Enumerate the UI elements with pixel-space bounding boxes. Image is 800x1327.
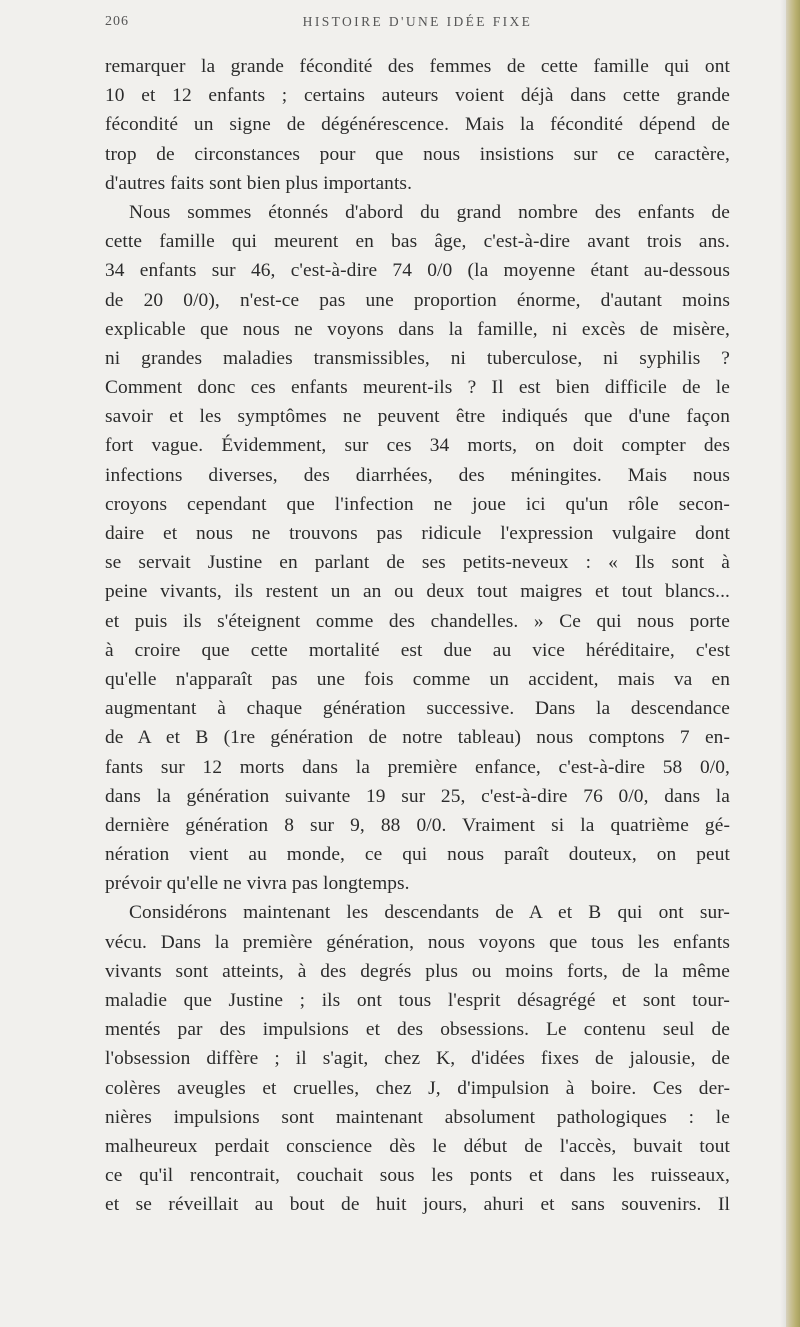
- text-line: remarquer la grande fécondité des femmes de cette famille qui ont: [105, 56, 730, 77]
- text-line: nières impulsions sont maintenant absolument pathologiques : le: [105, 1106, 730, 1128]
- text-line: à croire que cette mortalité est due au vice héréditaire, c'est: [105, 639, 730, 661]
- text-line: explicable que nous ne voyons dans la famille, ni excès de misère,: [105, 318, 730, 340]
- text-line: ni grandes maladies transmissibles, ni tuberculose, ni syphilis ?: [105, 347, 730, 369]
- text-line: Comment donc ces enfants meurent-ils ? Il est bien difficile de le: [105, 377, 730, 399]
- text-line: d'autres faits sont bien plus importants.: [105, 172, 413, 194]
- text-line: dernière génération 8 sur 9, 88 0/0. Vraiment si la quatrième gé-: [105, 814, 730, 836]
- text-line: fécondité un signe de dégénérescence. Mais la fécondité dépend de: [105, 114, 730, 136]
- text-line: et puis ils s'éteignent comme des chandelles. » Ce qui nous porte: [105, 610, 730, 632]
- text-line: malheureux perdait conscience dès le début de l'accès, buvait tout: [105, 1135, 730, 1157]
- text-line: fants sur 12 morts dans la première enfance, c'est-à-dire 58 0/0,: [105, 756, 730, 778]
- text-line: daire et nous ne trouvons pas ridicule l'expression vulgaire dont: [105, 523, 730, 544]
- text-line: cette famille qui meurent en bas âge, c'est-à-dire avant trois ans.: [105, 231, 730, 253]
- text-line: vécu. Dans la première génération, nous voyons que tous les enfants: [105, 931, 730, 953]
- text-line: qu'elle n'apparaît pas une fois comme un accident, mais va en: [105, 668, 730, 690]
- text-line: savoir et les symptômes ne peuvent être indiqués que d'une façon: [105, 406, 730, 428]
- text-line: de 20 0/0), n'est-ce pas une proportion énorme, d'autant moins: [105, 289, 730, 311]
- text-line: peine vivants, ils restent un an ou deux tout maigres et tout blancs...: [105, 581, 730, 603]
- text-line: l'obsession diffère ; il s'agit, chez K, d'idées fixes de jalousie, de: [105, 1048, 730, 1070]
- text-line: vivants sont atteints, à des degrés plus ou moins forts, de la même: [105, 960, 730, 982]
- text-line: trop de circonstances pour que nous insistions sur ce caractère,: [105, 143, 730, 165]
- text-line: 34 enfants sur 46, c'est-à-dire 74 0/0 (la moyenne étant au-dessous: [105, 260, 730, 282]
- running-title: HISTOIRE D'UNE IDÉE FIXE: [302, 14, 533, 29]
- page-number: 206: [105, 14, 129, 29]
- text-line: 10 et 12 enfants ; certains auteurs voient déjà dans cette grande: [105, 85, 730, 107]
- text-line: mentés par des impulsions et des obsessions. Le contenu seul de: [105, 1019, 730, 1041]
- text-line: croyons cependant que l'infection ne joue ici qu'un rôle secon-: [105, 493, 730, 515]
- text-line: fort vague. Évidemment, sur ces 34 morts, on doit compter des: [105, 435, 730, 457]
- page-edge: [786, 0, 800, 1327]
- text-line: prévoir qu'elle ne vivra pas longtemps.: [105, 873, 410, 895]
- text-line: nération vient au monde, ce qui nous paraît douteux, on peut: [105, 844, 730, 866]
- text-line: colères aveugles et cruelles, chez J, d'impulsion à boire. Ces der-: [105, 1077, 730, 1099]
- text-line: et se réveillait au bout de huit jours, ahuri et sans souvenirs. Il: [105, 1194, 730, 1216]
- text-line: dans la génération suivante 19 sur 25, c'est-à-dire 76 0/0, dans la: [105, 785, 730, 807]
- text-line: Considérons maintenant les descendants de A et B qui ont sur-: [129, 902, 730, 924]
- text-line: infections diverses, des diarrhées, des méningites. Mais nous: [105, 464, 730, 486]
- running-header: [105, 14, 730, 36]
- text-line: se servait Justine en parlant de ses petits-neveux : « Ils sont à: [105, 552, 730, 574]
- body-text: [105, 52, 730, 1220]
- text-line: maladie que Justine ; ils ont tous l'esprit désagrégé et sont tour-: [105, 990, 730, 1011]
- text-line: ce qu'il rencontrait, couchait sous les ponts et dans les ruisseaux,: [105, 1165, 730, 1187]
- text-line: augmentant à chaque génération successive. Dans la descendance: [105, 698, 730, 720]
- text-line: de A et B (1re génération de notre tableau) nous comptons 7 en-: [105, 727, 730, 749]
- text-line: Nous sommes étonnés d'abord du grand nombre des enfants de: [129, 201, 730, 223]
